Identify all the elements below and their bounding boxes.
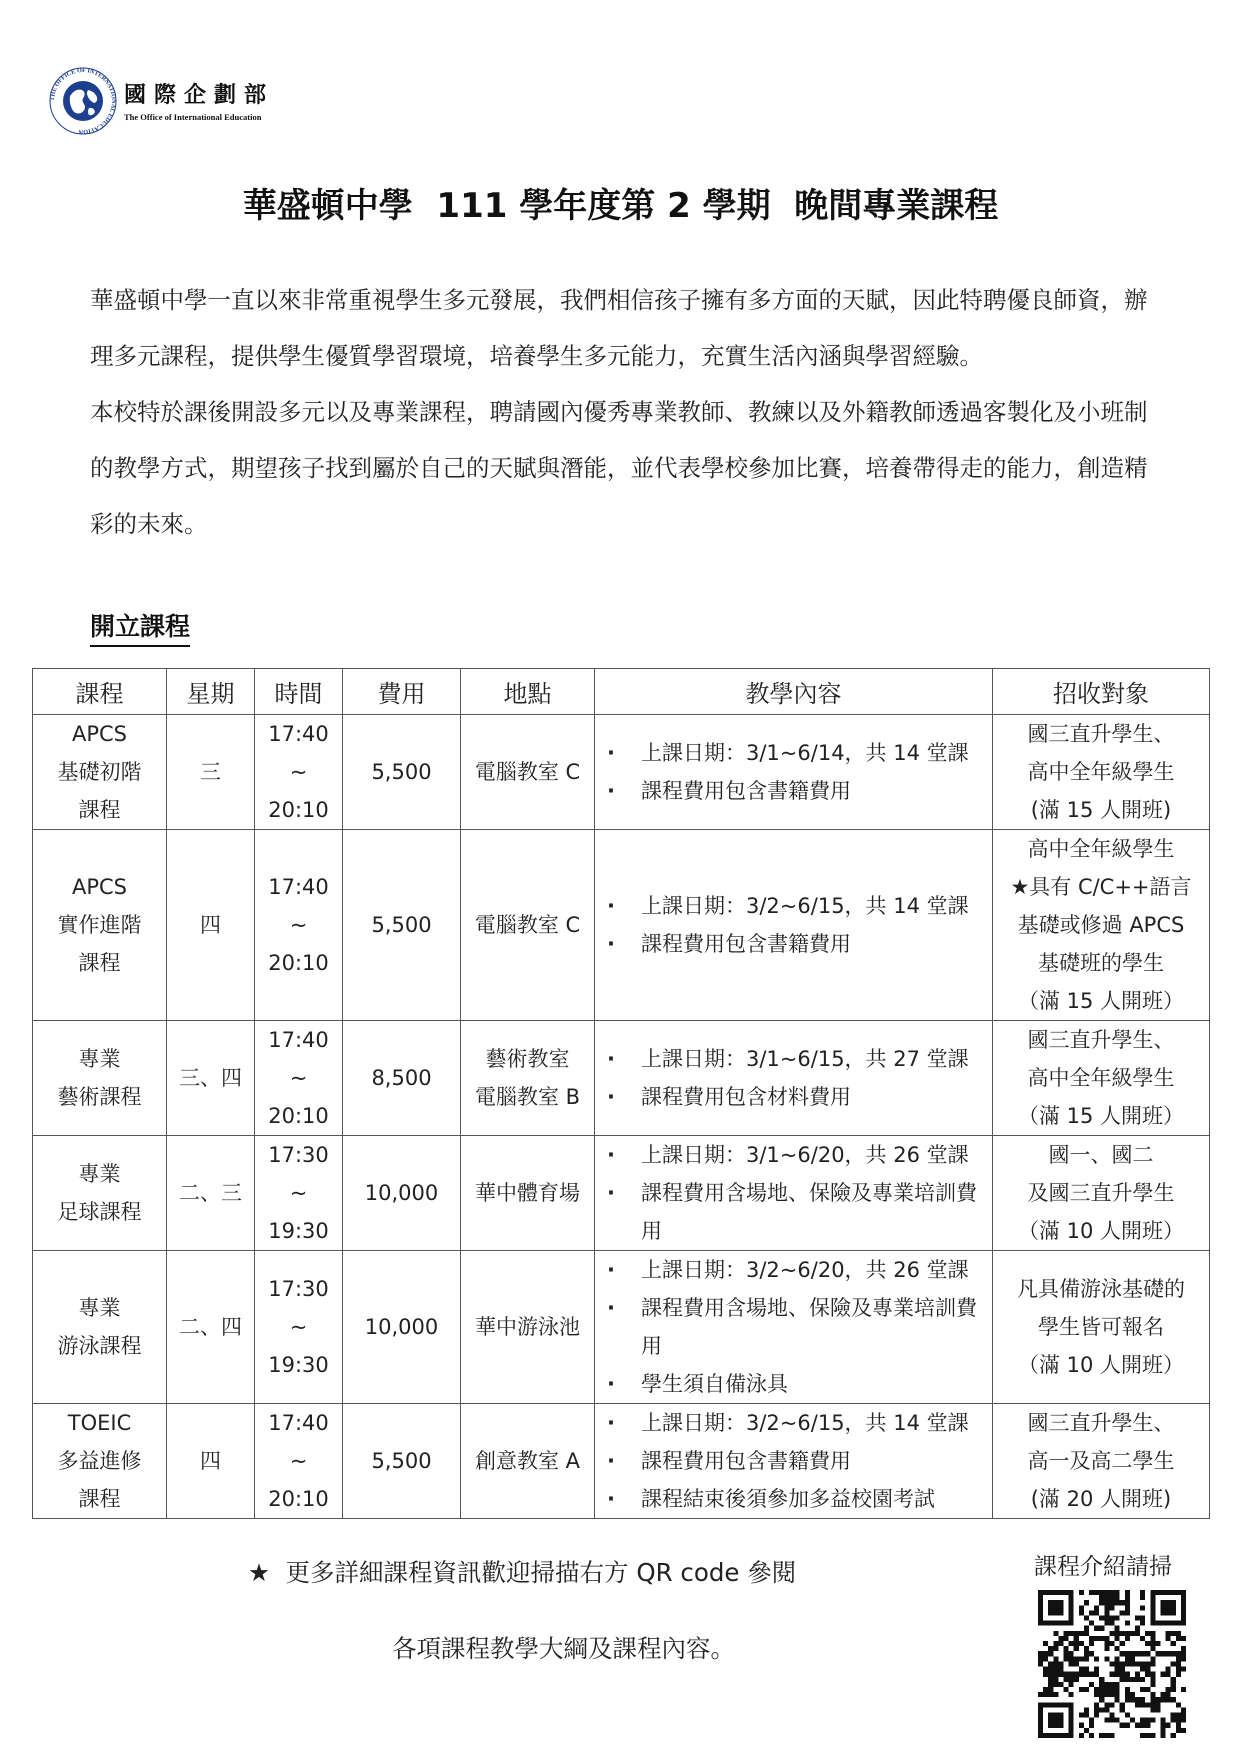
table-row [33, 715, 1210, 830]
course-name-cell-line: 藝術課程 [57, 1085, 142, 1109]
content-cell [595, 1404, 993, 1519]
globe-icon [48, 66, 118, 136]
course-name-cell [33, 1021, 167, 1136]
day-cell: 二、四 [167, 1251, 255, 1404]
time-cell [255, 715, 343, 830]
course-name-cell-line: 專業 [78, 1162, 121, 1186]
header-content: 教學內容 [595, 669, 993, 715]
place-cell [461, 1251, 595, 1404]
header-day: 星期 [167, 669, 255, 715]
place-cell [461, 715, 595, 830]
course-name-cell-line: 多益進修 [57, 1449, 142, 1473]
content-list [595, 1251, 992, 1403]
target-cell-line: 國三直升學生、 [1027, 722, 1175, 746]
time-cell-line: ~ [289, 913, 308, 937]
table-row [33, 1251, 1210, 1404]
content-list [595, 1404, 992, 1518]
footer-note-line2: 各項課程教學大綱及課程內容。 [392, 1634, 735, 1663]
content-cell [595, 830, 993, 1021]
course-name-cell [33, 1251, 167, 1404]
content-cell [595, 1021, 993, 1136]
target-cell-line: 基礎班的學生 [1038, 951, 1164, 975]
logo-ring-text: THE OFFICE OF INTERNATIONAL EDUCATION [48, 66, 118, 136]
header-fee: 費用 [343, 669, 461, 715]
target-cell-line: 基礎或修過 APCS [1017, 913, 1185, 937]
target-cell-line: （滿 10 人開班） [1017, 1219, 1185, 1243]
place-cell [461, 1136, 595, 1251]
content-item: · 課程費用包含書籍費用 [607, 772, 984, 810]
course-name-cell-line: 專業 [78, 1047, 121, 1071]
time-cell-line: 17:40 [268, 1028, 329, 1052]
content-item: · 課程費用含場地、保險及專業培訓費用 [607, 1289, 984, 1365]
table-header-row [33, 669, 1210, 715]
fee-cell: 10,000 [343, 1251, 461, 1404]
time-cell-line: 20:10 [268, 798, 329, 822]
qr-label: 課程介紹請掃 [1034, 1554, 1172, 1580]
target-cell [993, 715, 1210, 830]
time-cell-line: 17:40 [268, 875, 329, 899]
intro-paragraph-1: 華盛頓中學一直以來非常重視學生多元發展，我們相信孩子擁有多方面的天賦，因此特聘優良師資，辦理多元課程，提供學生優質學習環境，培養學生多元能力，充實生活內涵與學習經驗。 [90, 286, 1148, 370]
content-list [595, 734, 992, 810]
target-cell-line: 凡具備游泳基礎的 [1017, 1277, 1185, 1301]
content-item: · 上課日期：3/2~6/15，共 14 堂課 [607, 887, 984, 925]
content-list [595, 1040, 992, 1116]
header-target: 招收對象 [993, 669, 1210, 715]
fee-cell: 10,000 [343, 1136, 461, 1251]
time-cell-line: 20:10 [268, 951, 329, 975]
target-cell-line: 學生皆可報名 [1038, 1315, 1164, 1339]
table-row [33, 1404, 1210, 1519]
target-cell-line: （滿 15 人開班） [1017, 1104, 1185, 1128]
target-cell-line: 及國三直升學生 [1027, 1181, 1175, 1205]
course-name-cell [33, 1404, 167, 1519]
course-name-cell [33, 1136, 167, 1251]
time-cell-line: 19:30 [268, 1219, 329, 1243]
time-cell-line: ~ [289, 760, 308, 784]
time-cell [255, 1404, 343, 1519]
course-name-cell-line: TOEIC [67, 1411, 132, 1435]
header-course: 課程 [33, 669, 167, 715]
content-item: · 課程費用包含書籍費用 [607, 1442, 984, 1480]
day-cell: 二、三 [167, 1136, 255, 1251]
target-cell-line: ★具有 C/C++語言 [1010, 875, 1192, 899]
time-cell [255, 1251, 343, 1404]
time-cell-line: ~ [289, 1181, 308, 1205]
target-cell-line: 高中全年級學生 [1027, 837, 1175, 861]
office-logo [48, 66, 318, 136]
section-heading: 開立課程 [90, 612, 190, 647]
content-item: · 課程費用包含材料費用 [607, 1078, 984, 1116]
course-name-cell-line: APCS [71, 875, 128, 899]
content-cell [595, 1136, 993, 1251]
header-place: 地點 [461, 669, 595, 715]
content-cell [595, 1251, 993, 1404]
place-cell-line: 創意教室 A [474, 1449, 581, 1473]
course-name-cell-line: 實作進階 [57, 913, 142, 937]
fee-cell: 5,500 [343, 1404, 461, 1519]
target-cell-line: （滿 10 人開班） [1017, 1353, 1185, 1377]
target-cell [993, 830, 1210, 1021]
time-cell-line: 17:40 [268, 722, 329, 746]
footer-note-line1: ★ 更多詳細課程資訊歡迎掃描右方 QR code 參閱 [248, 1558, 797, 1587]
content-item: · 課程費用含場地、保險及專業培訓費用 [607, 1174, 984, 1250]
course-name-cell-line: 專業 [78, 1296, 121, 1320]
day-cell: 四 [167, 830, 255, 1021]
time-cell [255, 1021, 343, 1136]
place-cell [461, 830, 595, 1021]
target-cell-line: 高一及高二學生 [1027, 1449, 1175, 1473]
time-cell-line: 20:10 [268, 1104, 329, 1128]
fee-cell: 5,500 [343, 715, 461, 830]
place-cell-line: 電腦教室 B [474, 1085, 581, 1109]
time-cell-line: ~ [289, 1449, 308, 1473]
place-cell-line: 藝術教室 [485, 1047, 570, 1071]
time-cell-line: 19:30 [268, 1353, 329, 1377]
content-item: · 課程結束後須參加多益校園考試 [607, 1480, 984, 1518]
table-body [33, 715, 1210, 1519]
content-cell [595, 715, 993, 830]
table-row [33, 830, 1210, 1021]
course-name-cell [33, 830, 167, 1021]
target-cell-line: 高中全年級學生 [1027, 760, 1175, 784]
course-table [32, 668, 1210, 1519]
place-cell-line: 電腦教室 C [474, 913, 581, 937]
table-row [33, 1136, 1210, 1251]
time-cell [255, 830, 343, 1021]
time-cell [255, 1136, 343, 1251]
course-name-cell-line: 足球課程 [57, 1200, 142, 1224]
content-list [595, 1136, 992, 1250]
place-cell-line: 電腦教室 C [474, 760, 581, 784]
content-item: · 課程費用包含書籍費用 [607, 925, 984, 963]
course-name-cell-line: APCS [71, 722, 128, 746]
header-time: 時間 [255, 669, 343, 715]
place-cell-line: 華中體育場 [475, 1181, 580, 1205]
table-row [33, 1021, 1210, 1136]
target-cell [993, 1021, 1210, 1136]
content-list [595, 887, 992, 963]
content-item: · 學生須自備泳具 [607, 1365, 984, 1403]
day-cell: 四 [167, 1404, 255, 1519]
logo-english-name: The Office of International Education [124, 112, 262, 122]
content-item: · 上課日期：3/2~6/15，共 14 堂課 [607, 1404, 984, 1442]
course-name-cell-line: 游泳課程 [57, 1334, 142, 1358]
target-cell [993, 1251, 1210, 1404]
intro-paragraph-2: 本校特於課後開設多元以及專業課程，聘請國內優秀專業教師、教練以及外籍教師透過客製化及小班制的教學方式，期望孩子找到屬於自己的天賦與潛能，並代表學校參加比賽，培養帶得走的能力，創造精彩的未來。 [90, 398, 1148, 538]
place-cell [461, 1404, 595, 1519]
page-title: 華盛頓中學 111 學年度第 2 學期 晚間專業課程 [242, 186, 999, 226]
course-name-cell-line: 課程 [78, 798, 121, 822]
place-cell-line: 華中游泳池 [475, 1315, 580, 1339]
time-cell-line: ~ [289, 1315, 308, 1339]
target-cell-line: 高中全年級學生 [1027, 1066, 1175, 1090]
qr-code[interactable] [1038, 1590, 1186, 1738]
course-name-cell [33, 715, 167, 830]
time-cell-line: 17:30 [268, 1143, 329, 1167]
content-item: · 上課日期：3/2~6/20，共 26 堂課 [607, 1251, 984, 1289]
course-name-cell-line: 課程 [78, 1487, 121, 1511]
day-cell: 三 [167, 715, 255, 830]
target-cell-line: 國三直升學生、 [1027, 1028, 1175, 1052]
target-cell-line: (滿 20 人開班) [1030, 1487, 1172, 1511]
course-name-cell-line: 基礎初階 [57, 760, 142, 784]
time-cell-line: 17:40 [268, 1411, 329, 1435]
content-item: · 上課日期：3/1~6/15，共 27 堂課 [607, 1040, 984, 1078]
target-cell-line: 國一、國二 [1048, 1143, 1154, 1167]
time-cell-line: 17:30 [268, 1277, 329, 1301]
content-item: · 上課日期：3/1~6/14，共 14 堂課 [607, 734, 984, 772]
time-cell-line: 20:10 [268, 1487, 329, 1511]
place-cell [461, 1021, 595, 1136]
target-cell-line: 國三直升學生、 [1027, 1411, 1175, 1435]
fee-cell: 5,500 [343, 830, 461, 1021]
target-cell [993, 1136, 1210, 1251]
logo-chinese-name: 國際企劃部 [124, 82, 275, 108]
fee-cell: 8,500 [343, 1021, 461, 1136]
course-name-cell-line: 課程 [78, 951, 121, 975]
time-cell-line: ~ [289, 1066, 308, 1090]
target-cell-line: （滿 15 人開班） [1017, 989, 1185, 1013]
day-cell: 三、四 [167, 1021, 255, 1136]
content-item: · 上課日期：3/1~6/20，共 26 堂課 [607, 1136, 984, 1174]
target-cell [993, 1404, 1210, 1519]
intro-text [90, 272, 1165, 552]
target-cell-line: (滿 15 人開班) [1030, 798, 1172, 822]
